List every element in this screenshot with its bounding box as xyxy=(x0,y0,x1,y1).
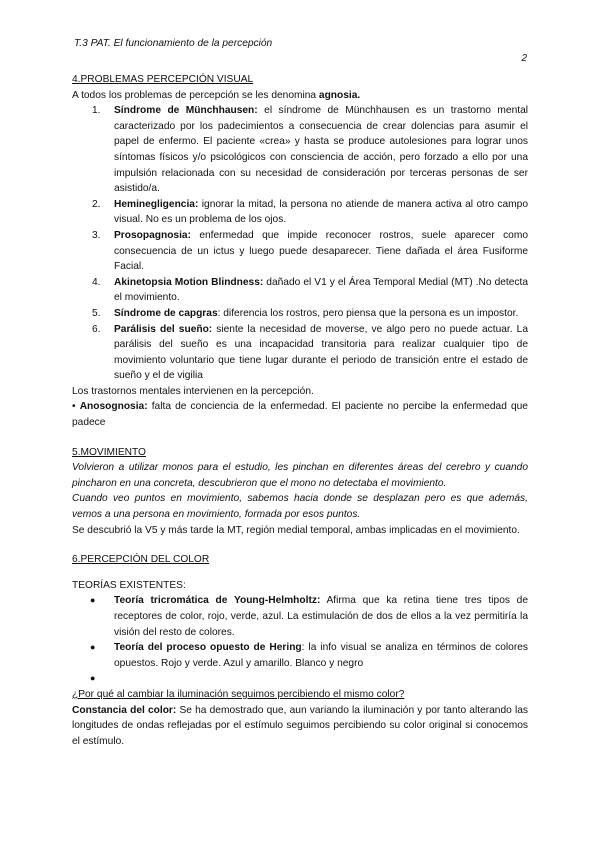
item-number: 2. xyxy=(92,198,101,210)
page-header-title: T.3 PAT. El funcionamiento de la percepción xyxy=(74,38,273,49)
theory-text: Afirma que ka retina tiene tres tipos de receptores de color, rojo, verde, azul. La estimulación de dos de ellos a la vez permitiría la visión del resto de colores. xyxy=(114,595,528,638)
item-text: dañado el V1 y el Área Temporal Medial (MT) .No detecta el movimiento. xyxy=(114,276,528,304)
anosognosia-text: falta de conciencia de la enfermedad. El paciente no percibe la enfermedad que padece xyxy=(72,401,528,429)
item-term: Síndrome de capgras xyxy=(114,307,218,319)
theories-label: TEORÍAS EXISTENTES: xyxy=(72,579,186,591)
theory-text: : la info visual se analiza en términos de colores opuestos. Rojo y verde. Azul y amarillo. Blanco y negro xyxy=(114,642,528,669)
section-5-title: 5.MOVIMIENTO xyxy=(72,446,146,458)
list-item xyxy=(72,671,528,687)
item-text: enfermedad que impide reconocer rostros, suele aparecer como consecuencia de un ictus y luego puede desaparecer. Tiene dañada el área Fusiforme Facial. xyxy=(114,229,528,273)
item-number: 5. xyxy=(92,307,101,319)
bullet-icon: ● xyxy=(90,595,96,606)
list-item xyxy=(72,275,528,306)
agnosia-list xyxy=(72,103,528,384)
theories-list xyxy=(72,593,528,687)
bullet-icon: ● xyxy=(90,642,96,653)
list-item xyxy=(72,197,528,228)
bullet-icon: ● xyxy=(90,673,96,684)
section-4-note: Los trastornos mentales intervienen en la percepción. xyxy=(72,385,314,397)
movement-italic-2: Cuando veo puntos en movimiento, sabemos hacia donde se desplazan pero es que además, vemos a una persona en movimiento, formada por esos puntos. xyxy=(72,493,528,521)
item-number: 1. xyxy=(92,105,101,117)
item-term: Prosopagnosia: xyxy=(114,229,191,241)
constancy-text: Se ha demostrado que, aun variando la iluminación y por tanto alterando las longitudes de ondas reflejadas por el estímulo seguimos percibiendo su color original si conocemos el estímulo. xyxy=(72,704,528,747)
movement-italic-1: Volvieron a utilizar monos para el estudio, les pinchan en diferentes áreas del cerebro y cuando pincharon en una concreta, descubrieron que el mono no detectaba el movimiento. xyxy=(72,462,528,489)
item-term: Akinetopsia Motion Blindness: xyxy=(114,276,264,288)
constancy-term: Constancia del color: xyxy=(72,704,177,716)
item-term: Parálisis del sueño: xyxy=(114,323,213,335)
item-number: 4. xyxy=(92,276,101,288)
item-text: : diferencia los rostros, pero piensa que la persona es un impostor. xyxy=(217,307,519,319)
list-item xyxy=(72,306,528,322)
item-term: Síndrome de Münchhausen: xyxy=(114,105,258,117)
item-number: 6. xyxy=(92,323,101,335)
intro-text: A todos los problemas de percepción se les denomina xyxy=(72,89,319,101)
document-body xyxy=(72,72,528,749)
section-4-intro xyxy=(72,88,528,104)
list-item xyxy=(72,640,528,671)
theory-term: Teoría tricromática de Young-Helmholtz: xyxy=(114,595,321,607)
section-6-title: 6.PERCEPCIÓN DEL COLOR xyxy=(72,554,210,566)
color-question: ¿Por qué al cambiar la iluminación seguimos percibiendo el mismo color? xyxy=(72,688,405,700)
list-item xyxy=(72,593,528,640)
movement-text: Se descubrió la V5 y más tarde la MT, región medial temporal, ambas implicadas en el movimiento. xyxy=(72,524,520,536)
list-item xyxy=(72,322,528,384)
item-text: el síndrome de Münchhausen es un trastorno mental caracterizado por los padecimientos a consecuencia de crear dolencias para asumir el papel de enfermo. El paciente «crea» y hasta se produce autolesiones para lograr unos síntomas físicos y/o psicológicos con consciencia de acción, pero forzado a ello por una impulsión relacionada con su necesidad de consideración por terceras personas de ser asistido/a. xyxy=(114,105,528,195)
item-number: 3. xyxy=(92,229,101,241)
anosognosia-paragraph xyxy=(72,399,528,430)
intro-bold: agnosia. xyxy=(318,89,361,101)
item-text: ignorar la mitad, la persona no atiende de manera activa al otro campo visual. No es un problema de los ojos. xyxy=(114,198,528,226)
item-text: siente la necesidad de moverse, ve algo pero no puede actuar. La parálisis del sueño es una incapacidad transitoria para realizar cualquier tipo de movimiento voluntario que tiene lugar durante el periodo de transición entre el estado de sueño y el de vigilia xyxy=(114,323,528,382)
anosognosia-term: Anosognosia: xyxy=(79,401,148,413)
list-item xyxy=(72,228,528,275)
theory-term: Teoría del proceso opuesto de Hering xyxy=(114,642,302,654)
anosognosia-bullet: • xyxy=(72,401,80,413)
section-4-title: 4.PROBLEMAS PERCEPCIÓN VISUAL xyxy=(72,74,254,85)
page-number: 2 xyxy=(521,53,527,64)
item-term: Heminegligencia: xyxy=(114,198,199,210)
color-constancy-paragraph xyxy=(72,703,528,750)
list-item xyxy=(72,103,528,197)
